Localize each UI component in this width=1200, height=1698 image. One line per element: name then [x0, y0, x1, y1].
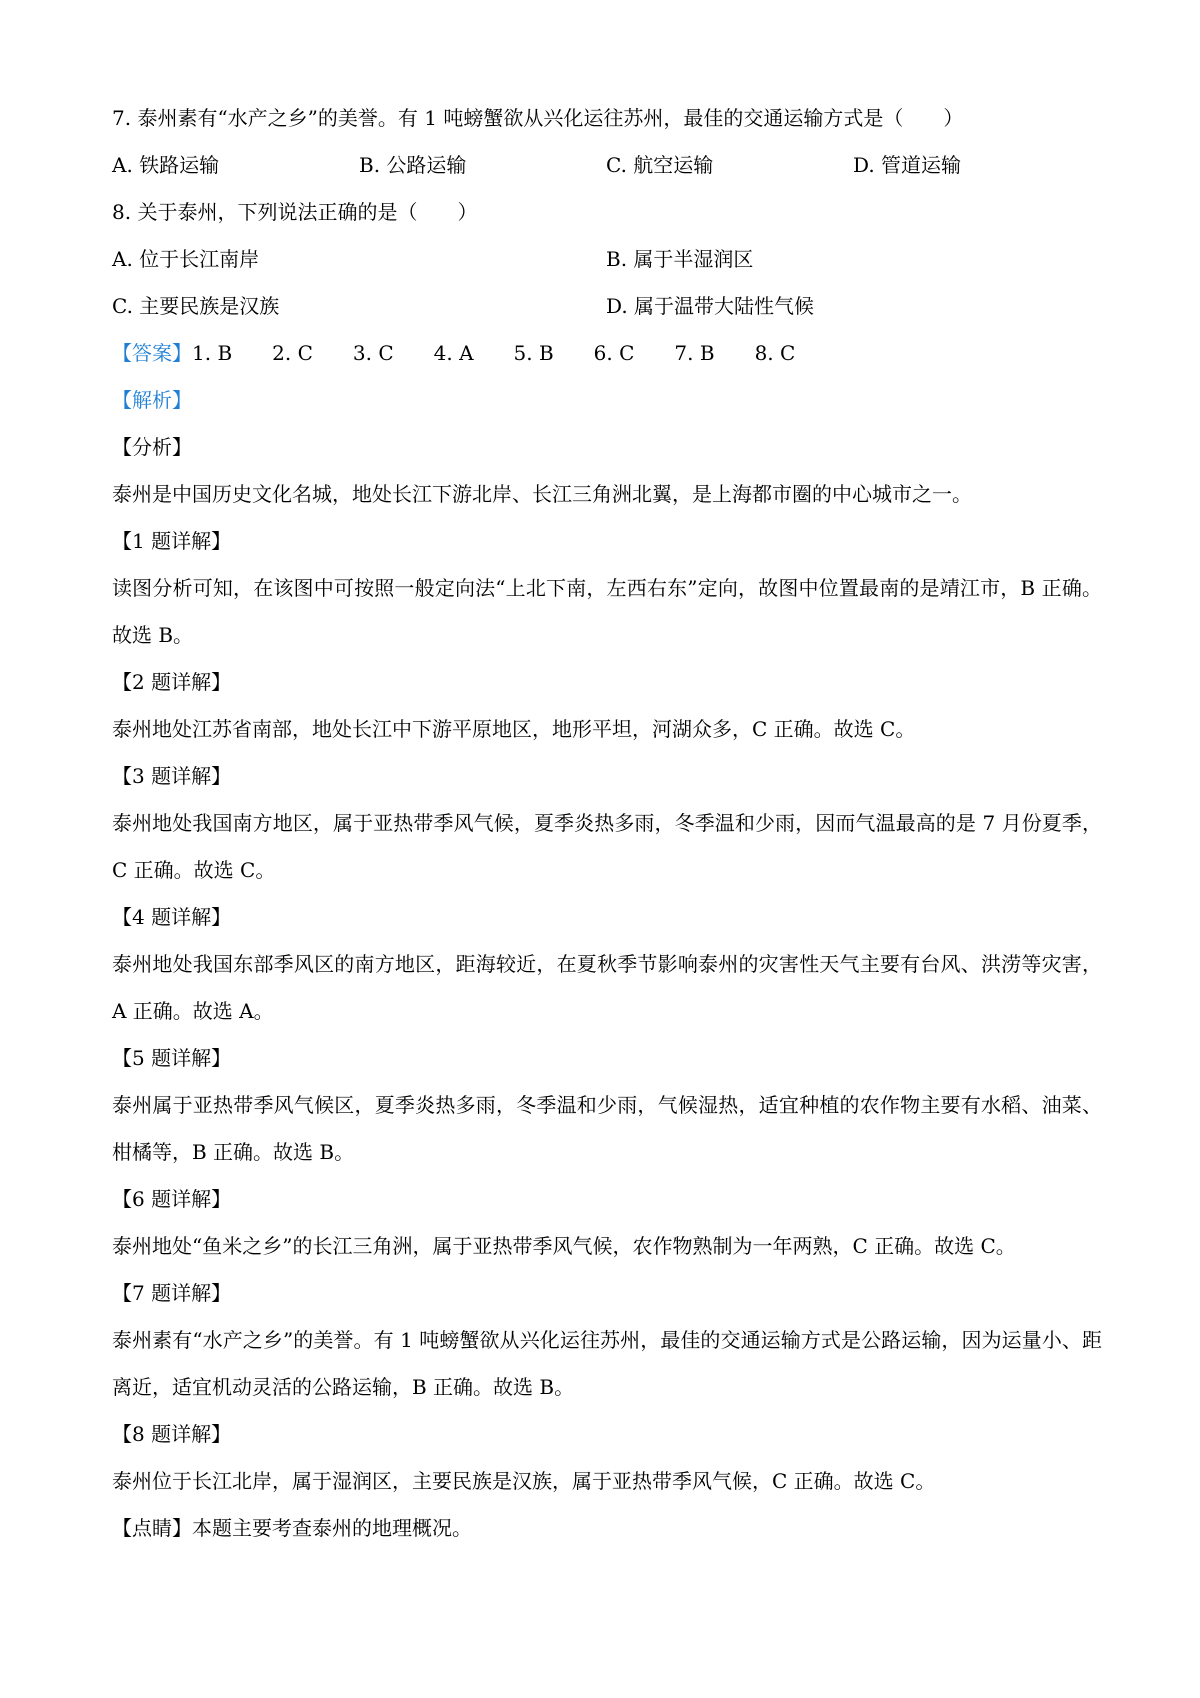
- detail-6-heading: 【6 题详解】: [112, 1187, 232, 1211]
- question-8-options-row-2: [112, 283, 1100, 330]
- answer-item: 4. A: [433, 341, 474, 365]
- question-8-stem: 8. 关于泰州，下列说法正确的是（ ）: [112, 200, 478, 224]
- detail-8-text: 泰州位于长江北岸，属于湿润区，主要民族是汉族，属于亚热带季风气候，C 正确。故选 C。: [112, 1469, 936, 1493]
- detail-1-heading: 【1 题详解】: [112, 529, 232, 553]
- question-8-options-row-1: [112, 236, 1100, 283]
- question-8-option-a: A. 位于长江南岸: [112, 247, 260, 271]
- detail-3-heading: 【3 题详解】: [112, 764, 232, 788]
- question-7-options: [112, 142, 1100, 189]
- detail-8-heading: 【8 题详解】: [112, 1422, 232, 1446]
- answer-label: 【答案】: [112, 341, 192, 365]
- question-8-option-c: C. 主要民族是汉族: [112, 294, 280, 318]
- question-7-option-a: A. 铁路运输: [112, 153, 220, 177]
- question-7-stem: 7. 泰州素有“水产之乡”的美誉。有 1 吨螃蟹欲从兴化运往苏州，最佳的交通运输方式是（ ）: [112, 106, 964, 130]
- detail-1-text: 读图分析可知，在该图中可按照一般定向法“上北下南，左西右东”定向，故图中位置最南的是靖江市，B 正确。故选 B。: [112, 576, 1102, 647]
- question-7-option-b: B. 公路运输: [359, 153, 467, 177]
- detail-2-heading: 【2 题详解】: [112, 670, 232, 694]
- detail-5-heading: 【5 题详解】: [112, 1046, 232, 1070]
- detail-6-text: 泰州地处“鱼米之乡”的长江三角洲，属于亚热带季风气候，农作物熟制为一年两熟，C 正确。故选 C。: [112, 1234, 1016, 1258]
- answer-item: 5. B: [513, 341, 554, 365]
- answer-item: 6. C: [593, 341, 635, 365]
- question-7-option-c: C. 航空运输: [606, 153, 714, 177]
- answer-row: [112, 330, 1100, 377]
- answer-item: 7. B: [674, 341, 715, 365]
- detail-5-text: 泰州属于亚热带季风气候区，夏季炎热多雨，冬季温和少雨，气候湿热，适宜种植的农作物主要有水稻、油菜、柑橘等，B 正确。故选 B。: [112, 1093, 1102, 1164]
- answer-item: 3. C: [352, 341, 394, 365]
- detail-3-text: 泰州地处我国南方地区，属于亚热带季风气候，夏季炎热多雨，冬季温和少雨，因而气温最高的是 7 月份夏季，C 正确。故选 C。: [112, 811, 1102, 882]
- answer-item: 2. C: [272, 341, 313, 365]
- detail-2-text: 泰州地处江苏省南部，地处长江中下游平原地区，地形平坦，河湖众多，C 正确。故选 C。: [112, 717, 916, 741]
- detail-7-text: 泰州素有“水产之乡”的美誉。有 1 吨螃蟹欲从兴化运往苏州，最佳的交通运输方式是公路运输，因为运量小、距离近，适宜机动灵活的公路运输，B 正确。故选 B。: [112, 1328, 1102, 1399]
- analysis-heading: 【分析】: [112, 435, 192, 459]
- answer-item: 1. B: [192, 341, 233, 365]
- question-8-option-d: D. 属于温带大陆性气候: [606, 294, 815, 318]
- question-7-option-d: D. 管道运输: [853, 153, 962, 177]
- detail-4-heading: 【4 题详解】: [112, 905, 232, 929]
- analysis-label: 【解析】: [112, 388, 192, 412]
- comment: 【点睛】本题主要考查泰州的地理概况。: [112, 1516, 472, 1540]
- detail-7-heading: 【7 题详解】: [112, 1281, 232, 1305]
- answer-item: 8. C: [754, 341, 796, 365]
- detail-4-text: 泰州地处我国东部季风区的南方地区，距海较近，在夏秋季节影响泰州的灾害性天气主要有台风、洪涝等灾害，A 正确。故选 A。: [112, 952, 1102, 1023]
- analysis-text: 泰州是中国历史文化名城，地处长江下游北岸、长江三角洲北翼，是上海都市圈的中心城市之一。: [112, 482, 972, 506]
- question-8-option-b: B. 属于半湿润区: [606, 247, 754, 271]
